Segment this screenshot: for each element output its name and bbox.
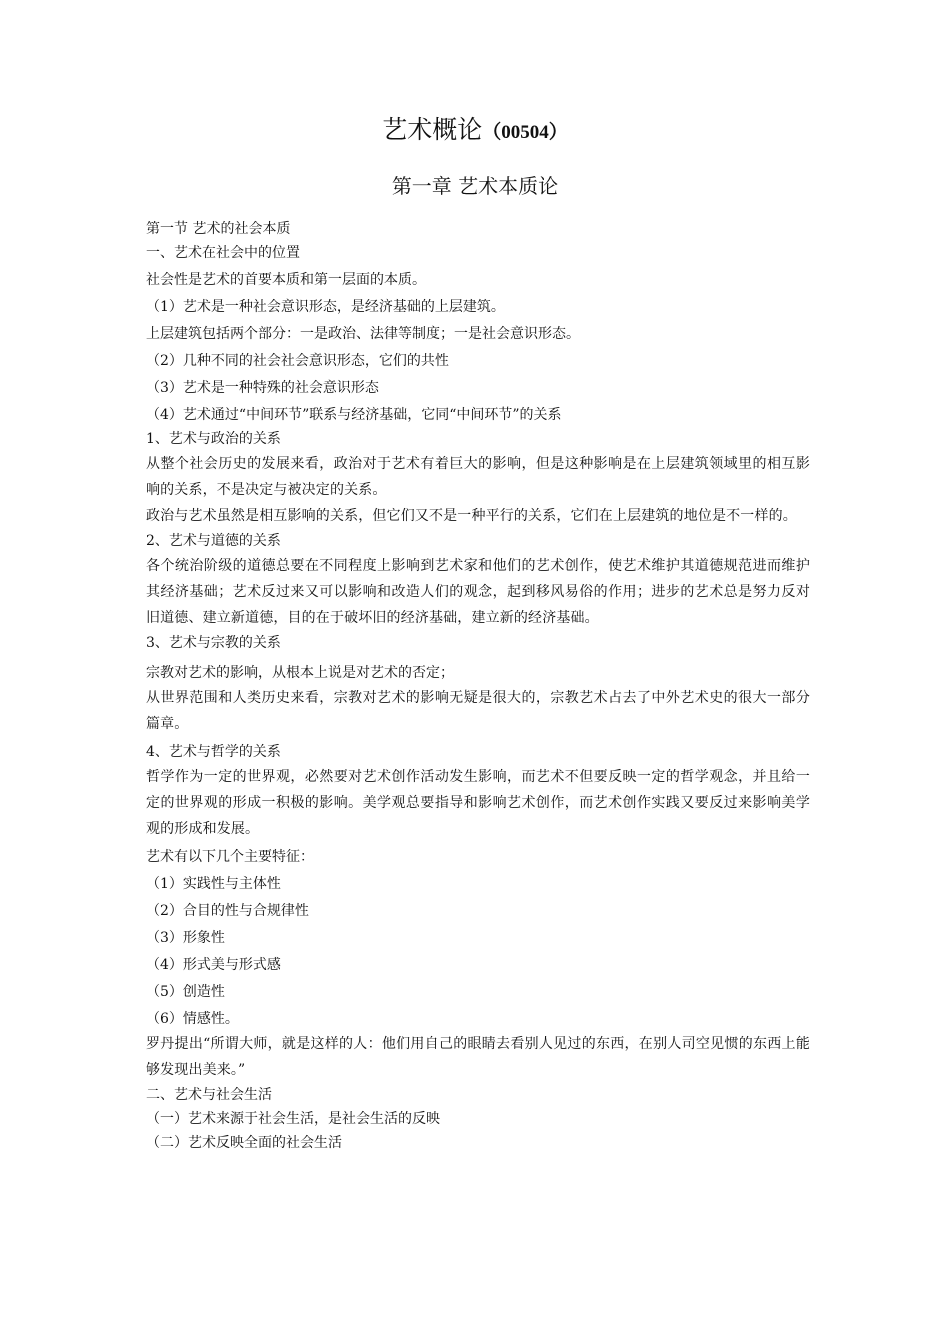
list-item: （1）艺术是一种社会意识形态，是经济基础的上层建筑。 [146,299,505,315]
list-item: （3）形象性 [146,930,225,946]
paragraph: 上层建筑包括两个部分：一是政治、法律等制度；一是社会意识形态。 [146,326,580,342]
paragraph: 从世界范围和人类历史来看，宗教对艺术的影响无疑是很大的，宗教艺术占去了中外艺术史的很大一部分篇章。 [146,690,810,732]
subsection-heading: 二、艺术与社会生活 [146,1087,272,1103]
list-item: （一）艺术来源于社会生活，是社会生活的反映 [146,1111,440,1127]
quote-paragraph: 罗丹提出“所谓大师，就是这样的人：他们用自己的眼睛去看别人见过的东西，在别人司空见惯的东西上能够发现出美来。” [146,1036,810,1078]
document-title-text: 艺术概论 [382,115,483,144]
chapter-title: 第一章 艺术本质论 [391,174,559,198]
list-item: （4）形式美与形式感 [146,957,281,973]
topic-heading: 3、艺术与宗教的关系 [146,635,281,651]
list-item: （6）情感性。 [146,1011,239,1027]
document-body [146,217,810,1155]
paragraph: 哲学作为一定的世界观，必然要对艺术创作活动发生影响，而艺术不但要反映一定的哲学观念，并且给一定的世界观的形成一积极的影响。美学观总要指导和影响艺术创作，而艺术创作实践又要反过来影响美学观的形成和发展。 [146,769,810,837]
topic-heading: 2、艺术与道德的关系 [146,533,281,549]
list-item: （4）艺术通过“中间环节”联系与经济基础，它同“中间环节”的关系 [146,407,562,423]
topic-heading: 4、艺术与哲学的关系 [146,744,281,760]
document-title [0,112,950,151]
paragraph: 从整个社会历史的发展来看，政治对于艺术有着巨大的影响，但是这种影响是在上层建筑领域里的相互影响的关系，不是决定与被决定的关系。 [146,456,810,498]
document-title-code: （00504） [482,122,568,143]
list-item: （2）几种不同的社会社会意识形态，它们的共性 [146,353,449,369]
section-heading: 第一节 艺术的社会本质 [146,221,291,237]
list-item: （1）实践性与主体性 [146,876,281,892]
paragraph: 政治与艺术虽然是相互影响的关系，但它们又不是一种平行的关系，它们在上层建筑的地位是不一样的。 [146,508,797,524]
subsection-heading: 一、艺术在社会中的位置 [146,245,300,261]
list-item: （5）创造性 [146,984,225,1000]
list-item: （二）艺术反映全面的社会生活 [146,1135,342,1151]
paragraph: 宗教对艺术的影响，从根本上说是对艺术的否定； [146,665,454,681]
list-item: （3）艺术是一种特殊的社会意识形态 [146,380,379,396]
list-item: （2）合目的性与合规律性 [146,903,309,919]
paragraph: 各个统治阶级的道德总要在不同程度上影响到艺术家和他们的艺术创作，使艺术维护其道德规范进而维护其经济基础；艺术反过来又可以影响和改造人们的观念，起到移风易俗的作用；进步的艺术总是努力反对旧道德、建立新道德，目的在于破坏旧的经济基础，建立新的经济基础。 [146,558,810,626]
paragraph: 社会性是艺术的首要本质和第一层面的本质。 [146,272,426,288]
topic-heading: 1、艺术与政治的关系 [146,431,281,447]
paragraph: 艺术有以下几个主要特征： [146,849,314,865]
